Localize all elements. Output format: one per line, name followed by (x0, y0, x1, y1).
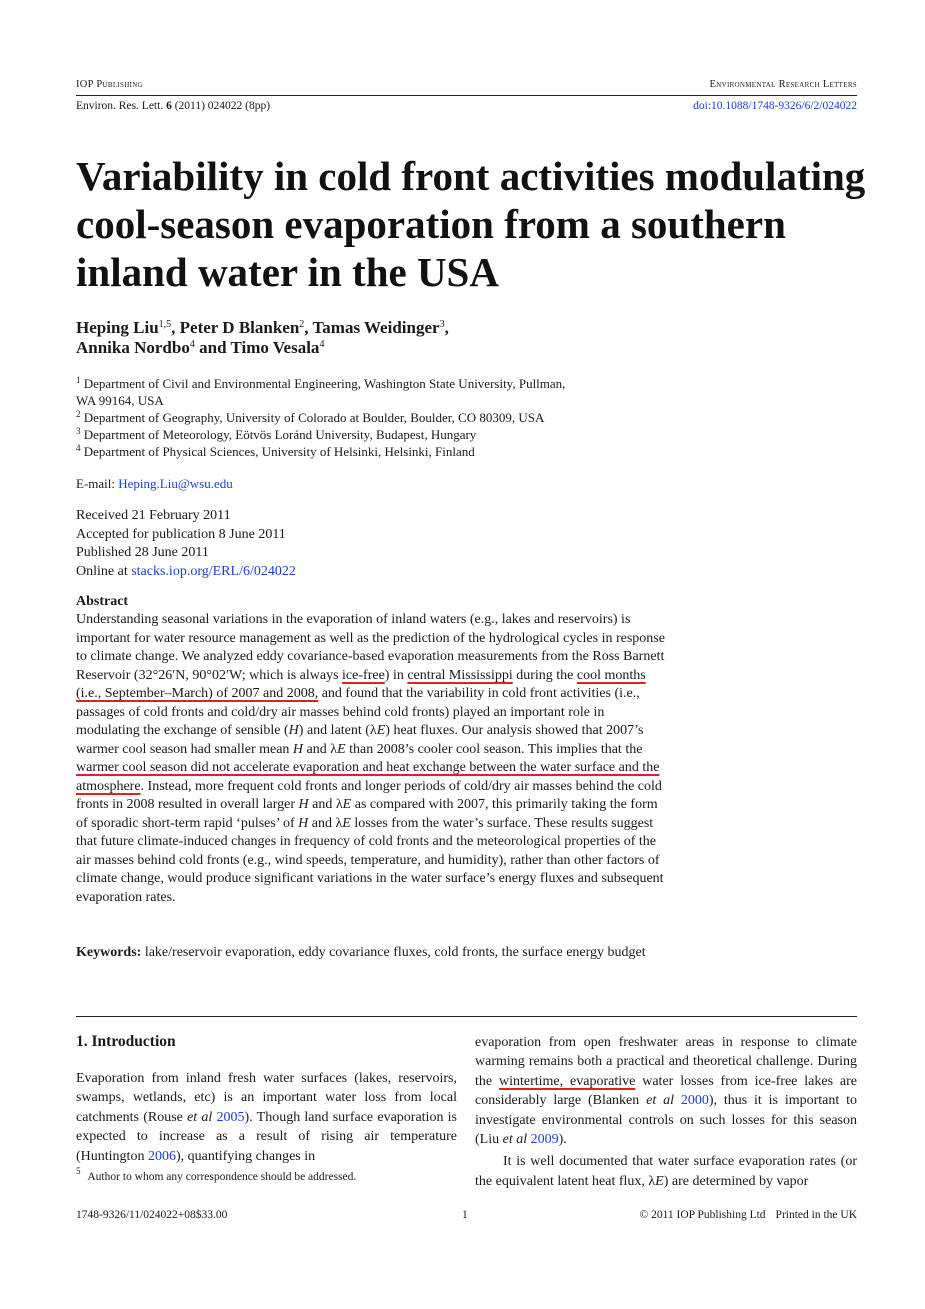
footer-copyright: © 2011 IOP Publishing Ltd Printed in the UK (639, 1209, 857, 1221)
author-name: Tamas Weidinger (312, 318, 440, 337)
abstract-body: Understanding seasonal variations in the evaporation of inland waters (e.g., lakes and reservoirs) is important for water resource management as well as the prediction of the hydrological cycles in response to climate change. We analyzed eddy covariance-based evaporation measurements from the Ross Barnett Reservoir (32°26′N, 90°02′W; which is always ice-free) in central Mississippi during the cool months (i.e., September–March) of 2007 and 2008, and found that the variability in cold front activities (i.e., passages of cold fronts and cold/dry air masses behind cold fronts) played an important role in modulating the exchange of sensible (H) and latent (λE) heat fluxes. Our analysis showed that 2007’s warmer cool season had smaller mean H and λE than 2008’s cooler cool season. This implies that the warmer cool season did not accelerate evaporation and heat exchange between the water surface and the atmosphere. Instead, more frequent cold fronts and longer periods of cold/dry air masses behind the cold fronts in 2008 resulted in overall larger H and λE as compared with 2007, this primarily taking the form of sporadic short-term rapid ‘pulses’ of H and λE losses from the water’s surface. These results suggest that future climate-induced changes in frequency of cold fronts and the meteorological properties of the air masses behind cold fronts (e.g., wind speeds, temperature, and humidity), rather than other factors of climate change, would produce significant variations in the water surface’s energy fluxes and subsequent evaporation rates. (76, 612, 665, 905)
online-link[interactable]: stacks.iop.org/ERL/6/024022 (131, 563, 296, 579)
author-affiliation-mark: 4 (189, 339, 195, 350)
affiliation-4: $^4$ Department of Physical Sciences, University of Helsinki, Helsinki, Finland (76, 443, 475, 459)
ref-blanken-2000[interactable]: 2000 (680, 1093, 709, 1109)
page-number: 1 (462, 1209, 468, 1221)
footer-code: 1748-9326/11/024022+08$33.00 (76, 1209, 228, 1221)
ref-rouse-2005[interactable]: 2005 (216, 1109, 245, 1125)
author-list: Heping Liu$^{1,5}$, Peter D Blanken$^2$, Tamas Weidinger$^3$, Annika Nordbo$^4$ and Timo Vesala$^4$ (76, 318, 449, 357)
ref-huntington-2006[interactable]: 2006 (147, 1148, 176, 1164)
citation: Environ. Res. Lett. 6 (2011) 024022 (8pp) (76, 100, 271, 112)
abstract-heading: Abstract (76, 594, 129, 609)
footnote: $^5$ Author to whom any correspondence should be addressed. (76, 1166, 357, 1183)
author-name: Heping Liu (76, 318, 159, 337)
author-affiliation-mark: 2 (299, 319, 305, 330)
author-affiliation-mark: 4 (319, 339, 325, 350)
keywords: Keywords: lake/reservoir evaporation, eddy covariance fluxes, cold fronts, the surface energy budget (76, 945, 646, 960)
author-name: Peter D Blanken (179, 318, 300, 337)
ref-liu-2009[interactable]: 2009 (530, 1132, 559, 1148)
intro-left-column: Evaporation from inland fresh water surfaces (lakes, reservoirs, swamps, wetlands, etc) is an important water loss from local catchments (Rouse et al 2005). Though land surface evaporation is expected to increase as a result of rising air temperature (Huntington 2006), quantifying changes in (76, 1071, 458, 1164)
journal-name: Environmental Research Letters (709, 79, 857, 90)
publication-dates: Received 21 February 2011 Accepted for publication 8 June 2011 Published 28 June 2011 Online at stacks.iop.org/ERL/6/024022 (76, 508, 296, 579)
intro-right-column: evaporation from open freshwater areas in response to climate warming remains both a practical and theoretical challenge. During the wintertime, evaporative water losses from ice-free lakes are considerably large (Blanken et al 2000), thus it is important to investigate environmental controls on such losses for this season (Liu et al 2009). It is well documented that water surface evaporation rates (or the equivalent latent heat flux, λE) are determined by vapor (475, 1035, 858, 1189)
publisher: IOP Publishing (76, 79, 143, 90)
email-link[interactable]: Heping.Liu@wsu.edu (118, 476, 233, 491)
page-title: Variability in cold front activities modulating cool-season evaporation from a southern inland water in the USA (76, 153, 866, 295)
author-name: Annika Nordbo (76, 338, 190, 357)
author-affiliation-mark: 3 (439, 319, 445, 330)
affiliation-1: $^1$ Department of Civil and Environmental Engineering, Washington State University, Pullman, WA 99164, USA (76, 375, 566, 408)
affiliation-3: $^3$ Department of Meteorology, Eötvös Loránd University, Budapest, Hungary (76, 426, 477, 442)
header-rule (76, 95, 857, 96)
affiliation-2: $^2$ Department of Geography, University of Colorado at Boulder, Boulder, CO 80309, USA (76, 409, 545, 425)
author-affiliation-mark: 1,5 (158, 319, 172, 330)
email-line: E-mail: Heping.Liu@wsu.edu (76, 476, 233, 491)
author-name: Timo Vesala (230, 338, 320, 357)
doi-link[interactable]: doi:10.1088/1748-9326/6/2/024022 (693, 100, 857, 112)
section-rule (76, 1016, 857, 1017)
section-heading-introduction: 1. Introduction (76, 1033, 176, 1050)
